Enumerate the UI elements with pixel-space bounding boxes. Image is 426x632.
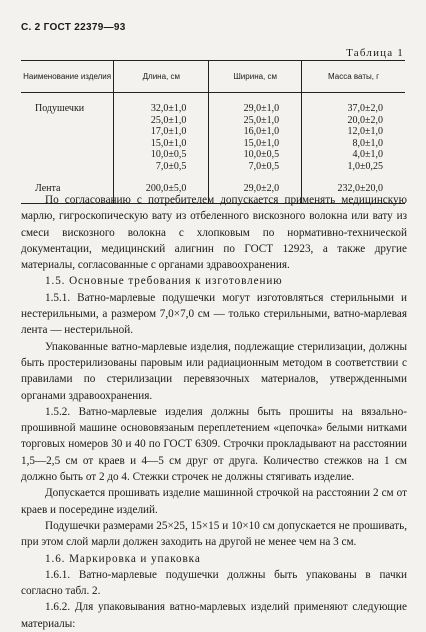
paragraph: По согласованию с потребителем допускается применять медицинскую марлю, гигроскопическую вату из отбеленного вискозного волокна или вату из смеси вискозного волокна с хлопковым по нормативно-технической документации, медицинский алигнин по ГОСТ 12923, а также другие материалы, согласованные с органами здравоохранения. [21, 194, 407, 272]
section-heading: 1.5. Основные требования к изготовлению [45, 275, 283, 288]
table-caption: Таблица 1 [346, 47, 404, 59]
table-row [21, 103, 405, 173]
row-name: Подушечки [35, 103, 85, 114]
paragraph: Упакованные ватно-марлевые изделия, подлежащие стерилизации, должны быть простерилизованы паровым или радиационным методом в соответствии с правилами по стерилизации перевязочных материалов, утвержденными органами здравоохранения. [21, 340, 407, 402]
mass-values [302, 103, 405, 173]
length-value: 32,0±1,0 [150, 103, 187, 114]
paragraph: Подушечки размерами 25×25, 15×15 и 10×10 см допускается не прошивать, при этом слой марли должен заходить на другой не менее чем на 3 см. [21, 519, 407, 549]
width-value: 7,0±0,5 [248, 160, 280, 172]
length-value: 17,0±1,0 [150, 126, 187, 138]
data-table [21, 60, 405, 204]
length-value: 15,0±1,0 [150, 137, 187, 149]
mass-value: 1,0±0,25 [347, 160, 383, 172]
mass-value: 12,0±1,0 [347, 126, 383, 138]
table-header-row [21, 61, 405, 93]
column-header-width: Ширина, см [209, 61, 302, 93]
mass-value: 232,0±20,0 [302, 183, 405, 204]
mass-value: 8,0±1,0 [352, 137, 383, 149]
width-values [209, 103, 302, 173]
paragraph: 1.5.1. Ватно-марлевые подушечки могут изготовляться стерильными и нестерильными, а размером 7,0×7,0 см — только стерильными, ватно-марлевая лента — нестерильной. [21, 291, 407, 337]
length-values [114, 103, 209, 173]
width-value: 15,0±1,0 [243, 137, 280, 149]
paragraph: 1.6.1. Ватно-марлевые подушечки должны быть упакованы в пачки согласно табл. 2. [21, 568, 407, 598]
column-header-mass: Масса ваты, г [302, 61, 405, 93]
column-header-name: Наименование изделия [21, 61, 114, 93]
mass-value: 20,0±2,0 [347, 114, 383, 126]
width-value: 29,0±1,0 [243, 103, 280, 114]
width-value: 16,0±1,0 [243, 126, 280, 138]
length-value: 25,0±1,0 [150, 114, 187, 126]
paragraph: 1.6.2. Для упаковывания ватно-марлевых изделий применяют следующие материалы: [21, 601, 407, 630]
width-value: 29,0±2,0 [209, 183, 302, 204]
length-value: 200,0±5,0 [114, 183, 209, 204]
body-text [21, 192, 407, 632]
mass-value: 4,0±1,0 [352, 149, 383, 161]
mass-value: 37,0±2,0 [347, 103, 383, 114]
width-value: 10,0±0,5 [243, 149, 280, 161]
length-value: 10,0±0,5 [150, 149, 187, 161]
section-heading: 1.6. Маркировка и упаковка [45, 552, 201, 565]
page-header: С. 2 ГОСТ 22379—93 [21, 22, 126, 33]
width-value: 25,0±1,0 [243, 114, 280, 126]
paragraph: 1.5.2. Ватно-марлевые изделия должны быть прошиты на вязально-прошивной машине основовязаным переплетением «цепочка» белыми нитками торговых номеров 30 и 40 по ГОСТ 6309. Строчки прокладывают на расстоянии 1,5—2,5 см от краев и 4—5 см друг от друга. Количество стежков на 1 см должно быть от 2 до 4. Стежки строчек не должны стягивать изделие. [21, 405, 407, 484]
row-name: Лента [21, 183, 114, 204]
column-header-length: Длина, см [114, 61, 209, 93]
length-value: 7,0±0,5 [155, 160, 187, 172]
paragraph: Допускается прошивать изделие машинной строчкой на расстоянии 2 см от краев и посередине изделий. [21, 487, 407, 516]
